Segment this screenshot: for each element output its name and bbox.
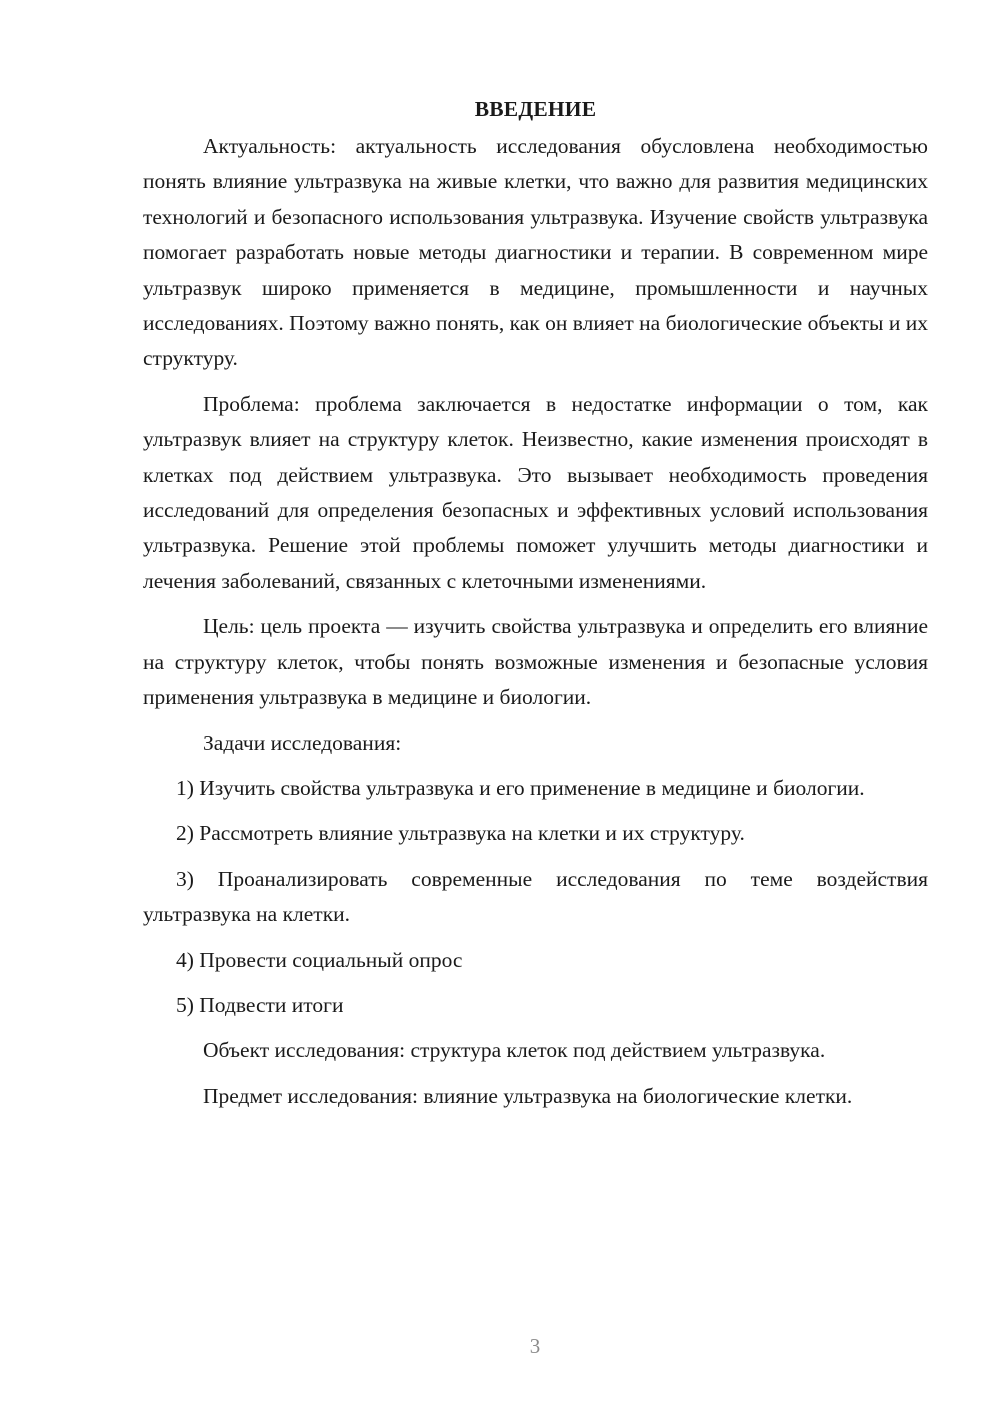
tasks-heading: Задачи исследования: — [203, 730, 402, 755]
relevance-paragraph: Актуальность: актуальность исследования обусловлена необходимостью понять влияние ультразвука на живые клетки, что важно для развития медицинских технологий и безопасного использования ультразвука. Изучение свойств ультразвука помогает разработать новые методы диагностики и терапии. В современном мире ультразвук широко применяется в медицине, промышленности и научных исследованиях. Поэтому важно понять, как он влияет на биологические объекты и их структуру. — [143, 134, 928, 371]
task-item-3: 3) Проанализировать современные исследования по теме воздействия ультразвука на клетки. — [143, 866, 928, 927]
page-content — [143, 92, 928, 1114]
object-paragraph: Объект исследования: структура клеток под действием ультразвука. — [203, 1038, 826, 1063]
page-number: 3 — [529, 1334, 541, 1358]
task-item-4: 4) Провести социальный опрос — [176, 947, 463, 972]
problem-paragraph: Проблема: проблема заключается в недостатке информации о том, как ультразвук влияет на структуру клеток. Неизвестно, какие изменения происходят в клетках под действием ультразвука. Это вызывает необходимость проведения исследований для определения безопасных и эффективных условий использования ультразвука. Решение этой проблемы поможет улучшить методы диагностики и лечения заболеваний, связанных с клеточными изменениями. — [143, 391, 928, 593]
task-item-1: 1) Изучить свойства ультразвука и его применение в медицине и биологии. — [176, 775, 865, 800]
subject-paragraph: Предмет исследования: влияние ультразвука на биологические клетки. — [203, 1083, 853, 1108]
task-item-5: 5) Подвести итоги — [176, 992, 344, 1017]
section-heading: ВВЕДЕНИЕ — [474, 97, 597, 121]
goal-paragraph: Цель: цель проекта — изучить свойства ультразвука и определить его влияние на структуру клеток, чтобы понять возможные изменения и безопасные условия применения ультразвука в медицине и биологии. — [143, 614, 928, 710]
task-item-2: 2) Рассмотреть влияние ультразвука на клетки и их структуру. — [176, 821, 745, 846]
